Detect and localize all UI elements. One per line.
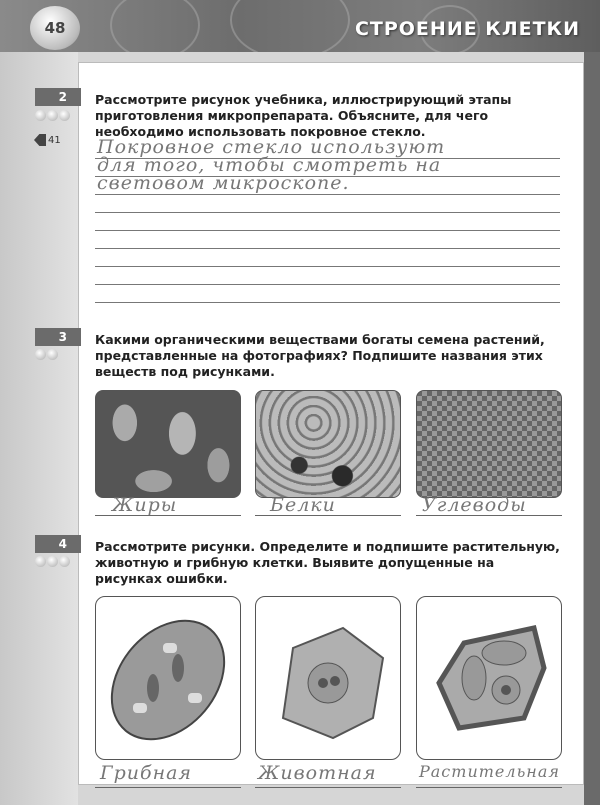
cell-drawing [263, 608, 393, 748]
reference-page: 41 [48, 134, 61, 146]
difficulty-dots [35, 349, 58, 360]
answer-fungal[interactable]: Грибная [100, 762, 192, 784]
page-header [0, 0, 600, 52]
page-margin [0, 52, 78, 805]
answer-animal[interactable]: Животная [258, 762, 377, 784]
chapter-title: СТРОЕНИЕ КЛЕТКИ [354, 18, 580, 40]
peanuts-photo [95, 390, 241, 498]
difficulty-dots [35, 110, 70, 121]
cell-drawing [424, 608, 554, 748]
fungal-cell-image [95, 596, 241, 760]
page-edge [584, 52, 600, 805]
handwritten-answer[interactable]: для того, чтобы смотреть на [97, 154, 442, 176]
task-number: 3 [35, 328, 81, 346]
beans-photo [255, 390, 401, 498]
animal-cell-image [255, 596, 401, 760]
handwritten-answer[interactable]: световом микроскопе. [97, 172, 350, 194]
buckwheat-photo [416, 390, 562, 498]
answer-carbohydrates[interactable]: Углеводы [422, 494, 527, 516]
answer-proteins[interactable]: Белки [270, 494, 336, 516]
answer-plant[interactable]: Растительная [419, 762, 560, 781]
handwritten-answer[interactable]: Покровное стекло используют [97, 136, 446, 158]
textbook-reference [34, 134, 61, 146]
page-number: 48 [30, 6, 80, 50]
cell-drawing [103, 608, 233, 748]
task-number: 2 [35, 88, 81, 106]
task-text: Какими органическими веществами богаты семена растений, представленные на фотографиях? Подпишите названия этих веществ под рисунками. [95, 332, 545, 379]
task-number: 4 [35, 535, 81, 553]
plant-cell-image [416, 596, 562, 760]
difficulty-dots [35, 556, 70, 567]
textbook-arrow-icon [34, 134, 46, 146]
task-text: Рассмотрите рисунки. Определите и подпишите растительную, животную и грибную клетки. Выявите допущенные на рисунках ошибки. [95, 539, 560, 586]
answer-fats[interactable]: Жиры [112, 494, 178, 516]
task-text: Рассмотрите рисунок учебника, иллюстрирующий этапы приготовления микропрепарата. Объясните, для чего необходимо использовать покровное стекло. [95, 92, 512, 139]
